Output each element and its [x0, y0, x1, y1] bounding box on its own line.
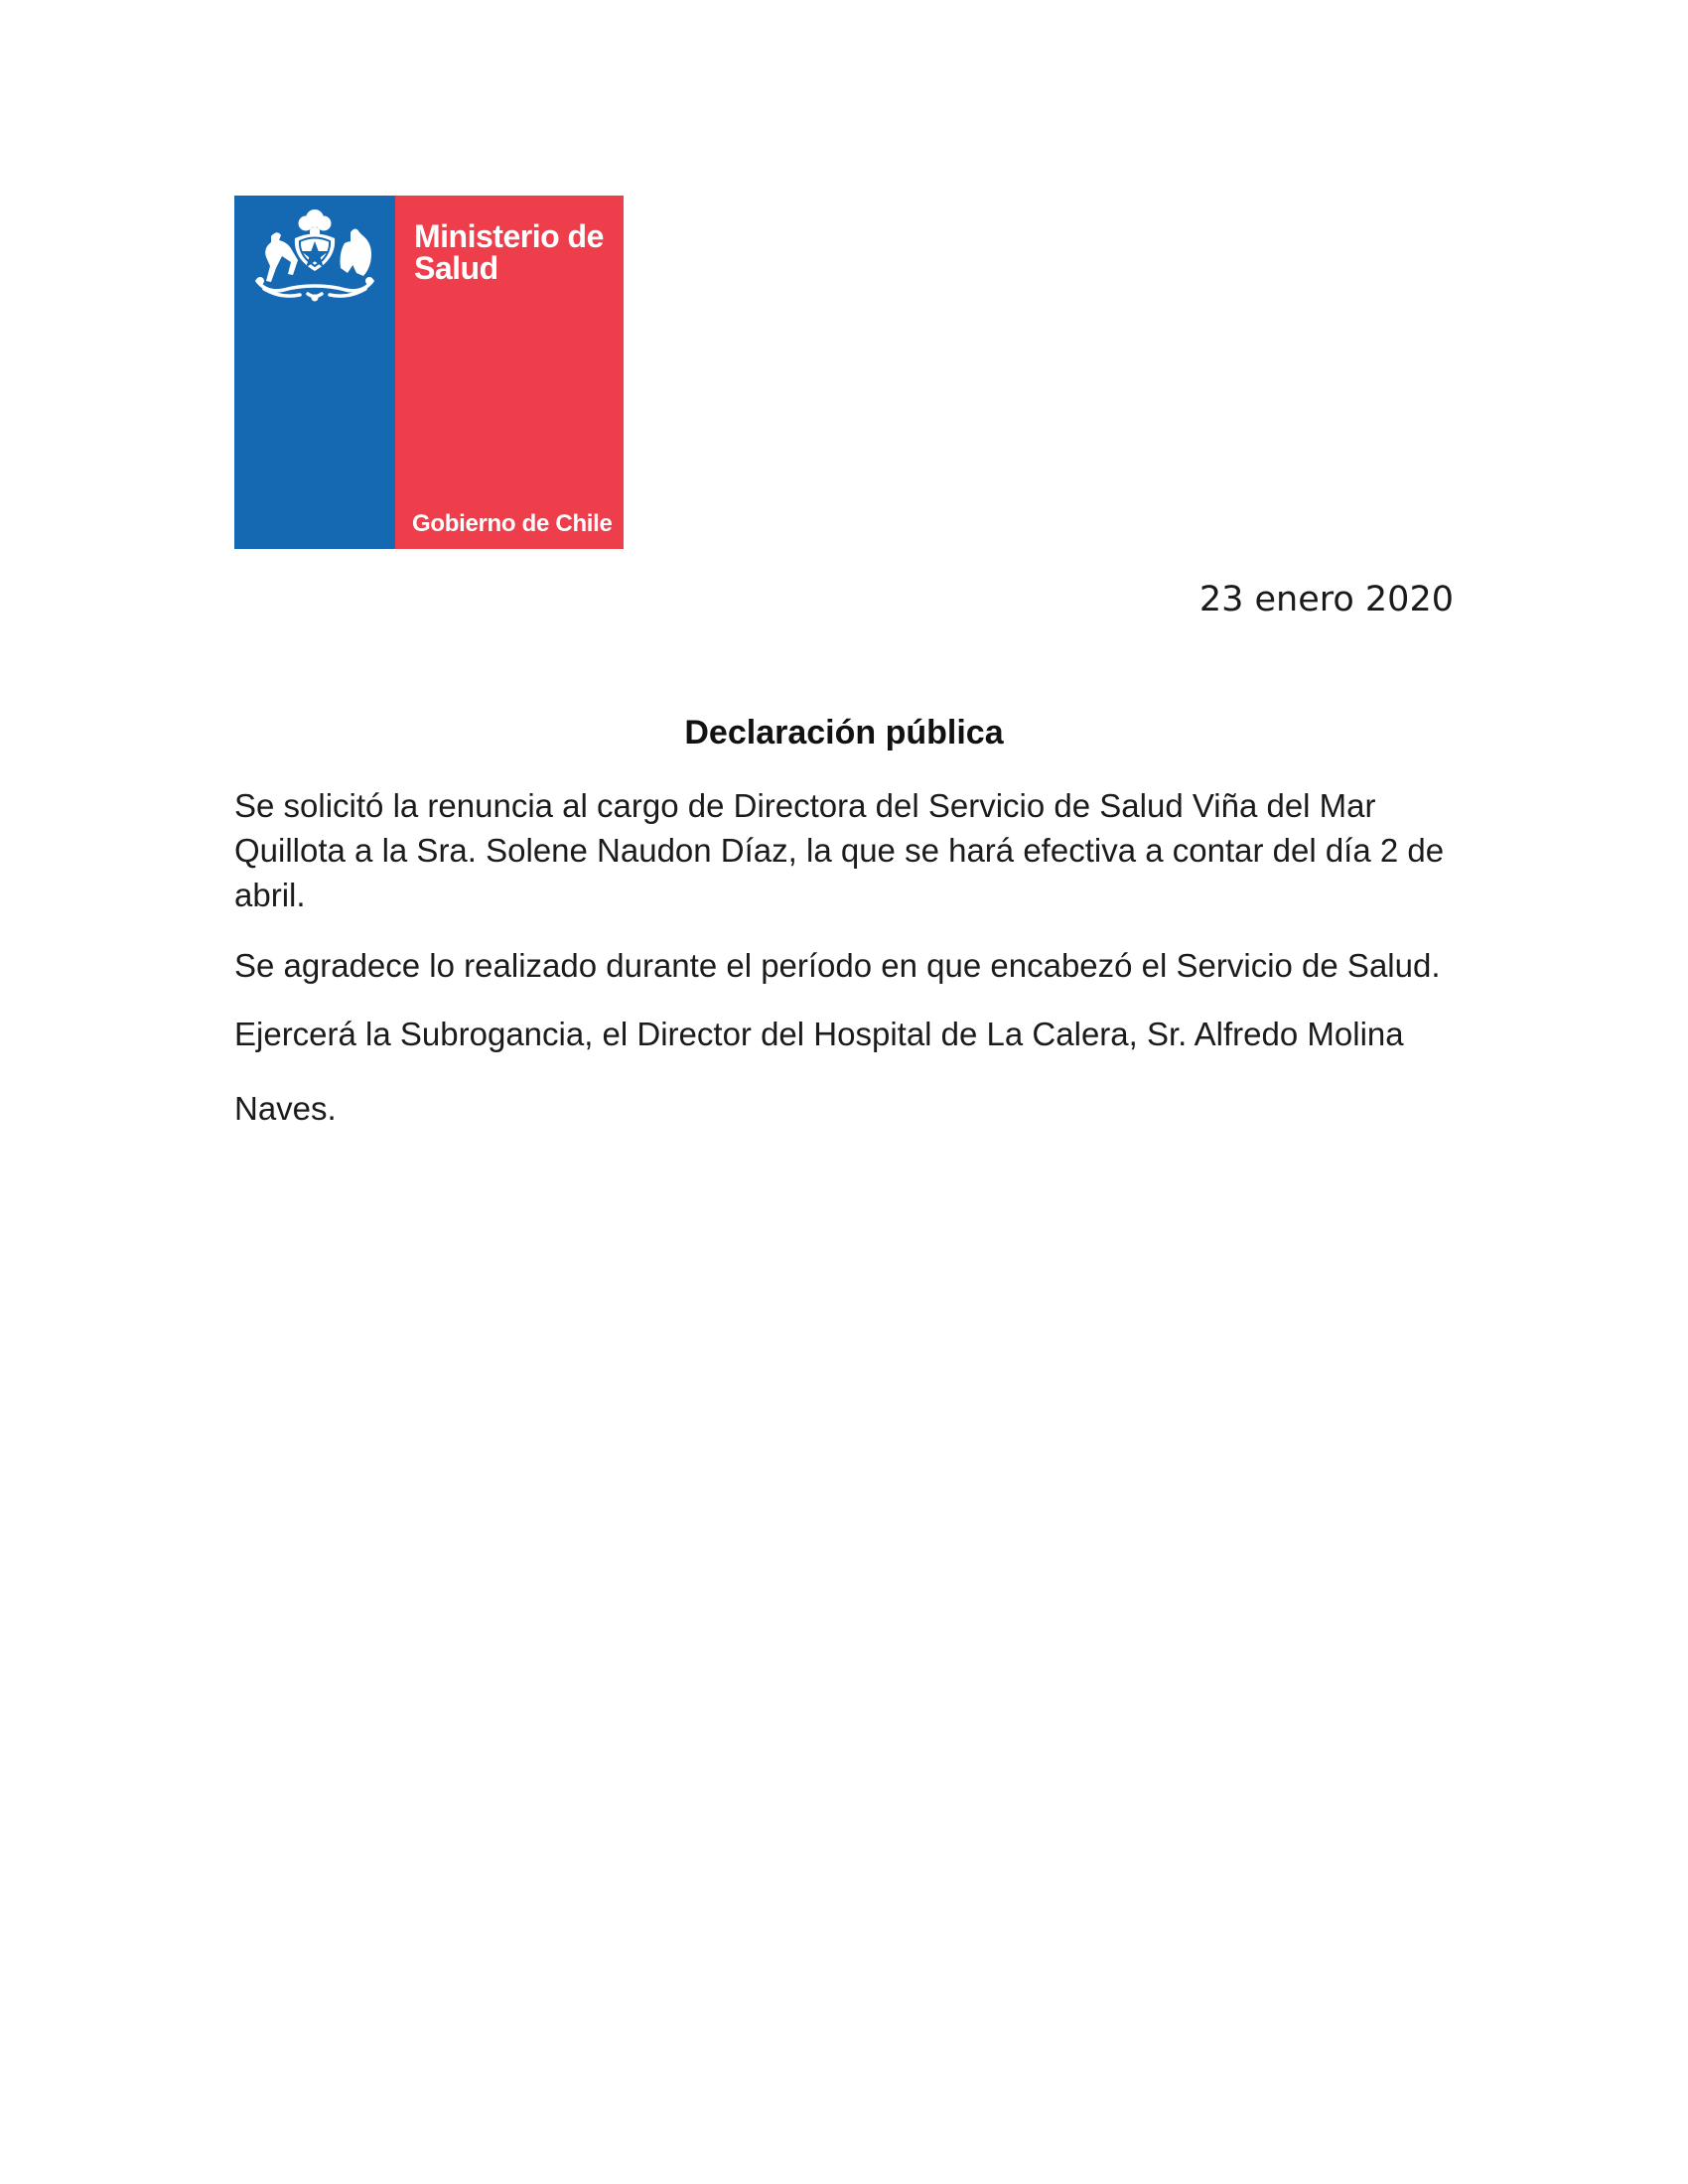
- minsal-logo: [234, 196, 624, 549]
- logo-red-panel: [395, 196, 624, 549]
- page-content: [234, 0, 1454, 2184]
- logo-ministry-line2: Salud: [414, 250, 498, 286]
- paragraph-thanks: Se agradece lo realizado durante el período en que encabezó el Servicio de Salud.: [234, 947, 1441, 984]
- paragraph-resignation: Se solicitó la renuncia al cargo de Directora del Servicio de Salud Viña del Mar Quillota a la Sra. Solene Naudon Díaz, la que se hará efectiva a contar del día 2 de abril.: [234, 787, 1445, 913]
- logo-blue-panel: [234, 196, 395, 549]
- chile-coat-of-arms-icon: [250, 209, 379, 303]
- document-date: 23 enero 2020: [1198, 580, 1454, 619]
- logo-ministry-line1: Ministerio de: [414, 218, 604, 254]
- logo-government-label: Gobierno de Chile: [412, 510, 613, 537]
- paragraph-naves: Naves.: [234, 1090, 337, 1127]
- document-title: Declaración pública: [684, 714, 1004, 751]
- paragraph-subrogation: Ejercerá la Subrogancia, el Director del Hospital de La Calera, Sr. Alfredo Molina: [234, 1016, 1404, 1052]
- logo-ministry-name: [414, 220, 604, 284]
